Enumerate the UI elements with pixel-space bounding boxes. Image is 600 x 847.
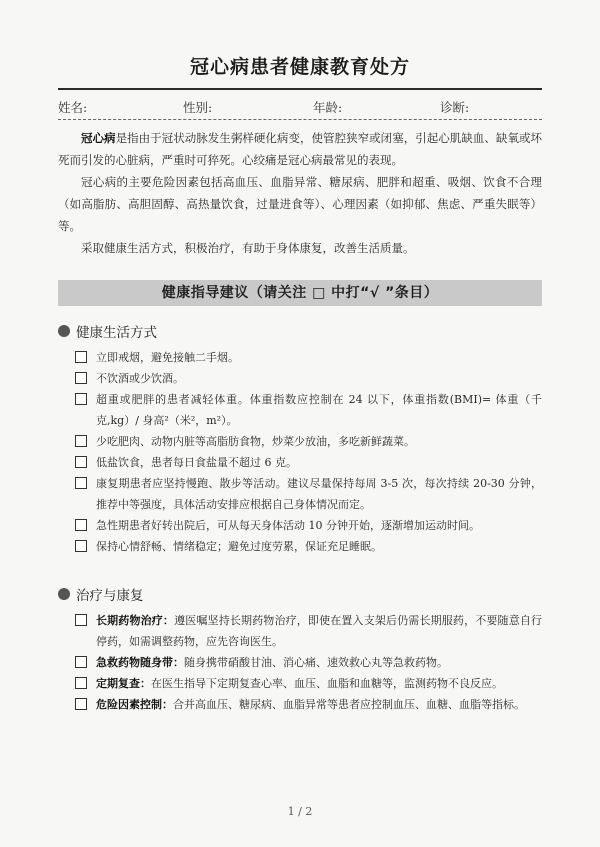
item-text: 低盐饮食，患者每日食盐量不超过 6 克。 [96, 456, 297, 469]
item-title: 长期药物治疗： [96, 614, 175, 627]
lifestyle-item [58, 347, 542, 368]
lifestyle-item [58, 389, 542, 431]
intro-paragraph: 采取健康生活方式，积极治疗，有助于身体康复，改善生活质量。 [81, 241, 415, 255]
bullet-dot-icon [58, 325, 70, 337]
lifestyle-item [58, 473, 542, 515]
treatment-item [58, 652, 542, 673]
intro-paragraph [58, 127, 542, 171]
checkbox[interactable] [75, 393, 87, 405]
item-body: 合并高血压、糖尿病、血脂异常等患者应控制血压、血糖、血脂等指标。 [173, 698, 525, 711]
checkbox[interactable] [75, 435, 87, 447]
checkbox[interactable] [75, 656, 87, 668]
guidance-banner: 健康指导建议（请关注 □ 中打“√ ”条目） [58, 280, 542, 306]
term-bold: 冠心病 [81, 131, 116, 145]
checkbox[interactable] [75, 351, 87, 363]
checkbox[interactable] [75, 372, 87, 384]
item-text: 立即戒烟，避免接触二手烟。 [96, 351, 239, 364]
checkbox[interactable] [75, 614, 87, 626]
section-heading [58, 583, 542, 605]
item-title: 定期复查： [96, 677, 151, 690]
item-title: 危险因素控制： [96, 698, 173, 711]
item-text: 保持心情舒畅、情绪稳定；避免过度劳累，保证充足睡眠。 [96, 540, 382, 553]
item-text [96, 694, 542, 715]
lifestyle-item [58, 368, 542, 389]
item-text [96, 673, 542, 694]
patient-info-row [58, 98, 542, 118]
diagnosis-label: 诊断: [440, 100, 470, 115]
page-title: 冠心病患者健康教育处方 [189, 56, 410, 78]
name-label: 姓名: [58, 100, 88, 115]
item-text [96, 610, 542, 652]
gender-label: 性别: [183, 100, 213, 115]
section-heading-text: 治疗与康复 [76, 588, 144, 604]
item-text: 超重或肥胖的患者减轻体重。体重指数应控制在 24 以下，体重指数(BMI)= 体重（千克,kg）/ 身高²（米²，m²）。 [96, 393, 542, 427]
lifestyle-item [58, 431, 542, 452]
item-body: 随身携带硝酸甘油、消心痛、速效救心丸等急救药物。 [184, 656, 448, 669]
item-title: 急救药物随身带： [96, 656, 184, 669]
section-heading-text: 健康生活方式 [76, 325, 157, 341]
page-number: 1 / 2 [287, 805, 313, 818]
item-body: 在医生指导下定期复查心率、血压、血脂和血糖等，监测药物不良反应。 [151, 677, 503, 690]
item-text: 康复期患者应坚持慢跑、散步等活动。建议尽量保持每周 3-5 次，每次持续 20-30 分钟，推荐中等强度，具体活动安排应根据自己身体情况而定。 [96, 477, 542, 511]
lifestyle-section [58, 320, 542, 557]
checkbox[interactable] [75, 698, 87, 710]
checkbox[interactable] [75, 456, 87, 468]
item-text: 急性期患者好转出院后，可从每天身体活动 10 分钟开始，逐渐增加运动时间。 [96, 519, 480, 532]
treatment-item [58, 673, 542, 694]
treatment-item [58, 610, 542, 652]
lifestyle-item [58, 515, 542, 536]
item-text: 少吃肥肉、动物内脏等高脂肪食物，炒菜少放油，多吃新鲜蔬菜。 [96, 435, 415, 448]
bullet-dot-icon [58, 588, 70, 600]
treatment-section [58, 583, 542, 715]
checkbox[interactable] [75, 519, 87, 531]
checkbox[interactable] [75, 477, 87, 489]
section-heading [58, 320, 542, 342]
checkbox[interactable] [75, 540, 87, 552]
intro-text [58, 127, 542, 259]
lifestyle-item [58, 452, 542, 473]
title-divider [58, 88, 542, 90]
intro-paragraph: 冠心病的主要危险因素包括高血压、血脂异常、糖尿病、肥胖和超重、吸烟、饮食不合理（如高脂肪、高胆固醇、高热量饮食，过量进食等）、心理因素（如抑郁、焦虑、严重失眠等）等。 [58, 175, 542, 233]
intro-p1-text: 是指由于冠状动脉发生粥样硬化病变，使管腔狭窄或闭塞，引起心肌缺血、缺氧或坏死而引发的心脏病，严重时可猝死。心绞痛是冠心病最常见的表现。 [58, 131, 542, 167]
item-text: 不饮酒或少饮酒。 [96, 372, 184, 385]
item-body: 遵医嘱坚持长期药物治疗，即使在置入支架后仍需长期服药，不要随意自行停药，如需调整药物，应先咨询医生。 [96, 614, 542, 648]
item-text [96, 652, 542, 673]
checkbox[interactable] [75, 677, 87, 689]
lifestyle-item [58, 536, 542, 557]
treatment-item [58, 694, 542, 715]
info-divider [58, 119, 542, 120]
age-label: 年龄: [313, 100, 343, 115]
